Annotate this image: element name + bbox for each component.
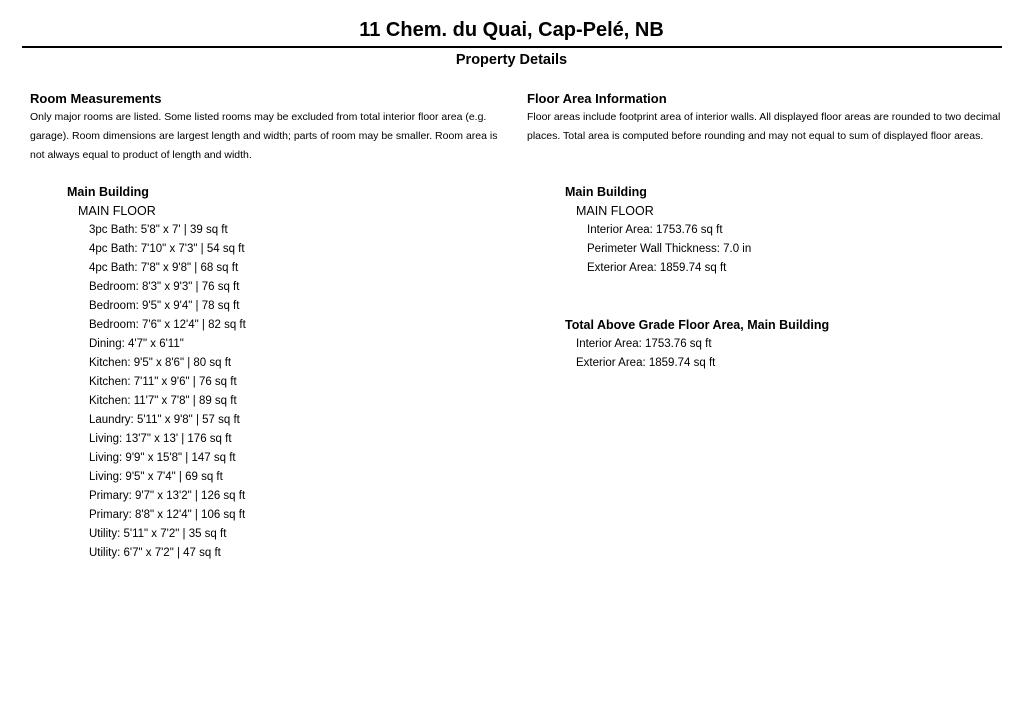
total-area-heading: Total Above Grade Floor Area, Main Building bbox=[565, 318, 830, 332]
room-floor-heading: MAIN FLOOR bbox=[78, 204, 156, 218]
room-item: Bedroom: 7'6" x 12'4" | 82 sq ft bbox=[89, 319, 246, 331]
room-item: Kitchen: 11'7" x 7'8" | 89 sq ft bbox=[89, 395, 237, 407]
room-item: Utility: 6'7" x 7'2" | 47 sq ft bbox=[89, 547, 221, 559]
room-item: Dining: 4'7" x 6'11" bbox=[89, 338, 184, 350]
floor-area-item: Exterior Area: 1859.74 sq ft bbox=[587, 262, 727, 274]
room-item: 4pc Bath: 7'10" x 7'3" | 54 sq ft bbox=[89, 243, 245, 255]
room-item: Bedroom: 9'5" x 9'4" | 78 sq ft bbox=[89, 300, 240, 312]
page-subtitle: Property Details bbox=[455, 52, 568, 68]
room-building-heading: Main Building bbox=[67, 185, 149, 199]
floor-area-item: Interior Area: 1753.76 sq ft bbox=[587, 224, 723, 236]
room-item: Primary: 8'8" x 12'4" | 106 sq ft bbox=[89, 509, 246, 521]
floor-area-block bbox=[565, 183, 751, 278]
total-area-block bbox=[565, 316, 829, 373]
title-divider bbox=[22, 46, 1002, 48]
room-list bbox=[67, 221, 246, 563]
room-item: Bedroom: 8'3" x 9'3" | 76 sq ft bbox=[89, 281, 240, 293]
room-item: Utility: 5'11" x 7'2" | 35 sq ft bbox=[89, 528, 227, 540]
room-item: Kitchen: 7'11" x 9'6" | 76 sq ft bbox=[89, 376, 237, 388]
room-list-block bbox=[67, 183, 246, 563]
floor-area-section bbox=[527, 90, 1007, 146]
room-measurements-heading: Room Measurements bbox=[30, 91, 162, 106]
room-item: 4pc Bath: 7'8" x 9'8" | 68 sq ft bbox=[89, 262, 239, 274]
total-area-item: Interior Area: 1753.76 sq ft bbox=[576, 338, 712, 350]
room-item: Living: 9'9" x 15'8" | 147 sq ft bbox=[89, 452, 236, 464]
floor-area-note: Floor areas include footprint area of interior walls. All displayed floor areas are rounded to two decimal places. Total area is computed before rounding and may not equal to sum of displayed floor areas. bbox=[527, 111, 1001, 142]
page-title: 11 Chem. du Quai, Cap-Pelé, NB bbox=[359, 19, 664, 41]
floor-area-item: Perimeter Wall Thickness: 7.0 in bbox=[587, 243, 752, 255]
total-area-list bbox=[565, 335, 829, 373]
floor-area-heading: Floor Area Information bbox=[527, 91, 667, 106]
room-item: Primary: 9'7" x 13'2" | 126 sq ft bbox=[89, 490, 246, 502]
room-item: Living: 13'7" x 13' | 176 sq ft bbox=[89, 433, 232, 445]
room-item: Living: 9'5" x 7'4" | 69 sq ft bbox=[89, 471, 223, 483]
floor-area-list bbox=[565, 221, 751, 278]
room-item: Kitchen: 9'5" x 8'6" | 80 sq ft bbox=[89, 357, 232, 369]
total-area-item: Exterior Area: 1859.74 sq ft bbox=[576, 357, 716, 369]
floor-area-floor-heading: MAIN FLOOR bbox=[576, 204, 654, 218]
room-item: Laundry: 5'11" x 9'8" | 57 sq ft bbox=[89, 414, 240, 426]
room-measurements-note: Only major rooms are listed. Some listed rooms may be excluded from total interior floor area (e.g. garage). Room dimensions are largest length and width; parts of room may be smaller. Room area is not always equal to product of length and width. bbox=[30, 111, 498, 161]
floor-area-building-heading: Main Building bbox=[565, 185, 647, 199]
room-measurements-section bbox=[30, 90, 500, 165]
room-item: 3pc Bath: 5'8" x 7' | 39 sq ft bbox=[89, 224, 228, 236]
